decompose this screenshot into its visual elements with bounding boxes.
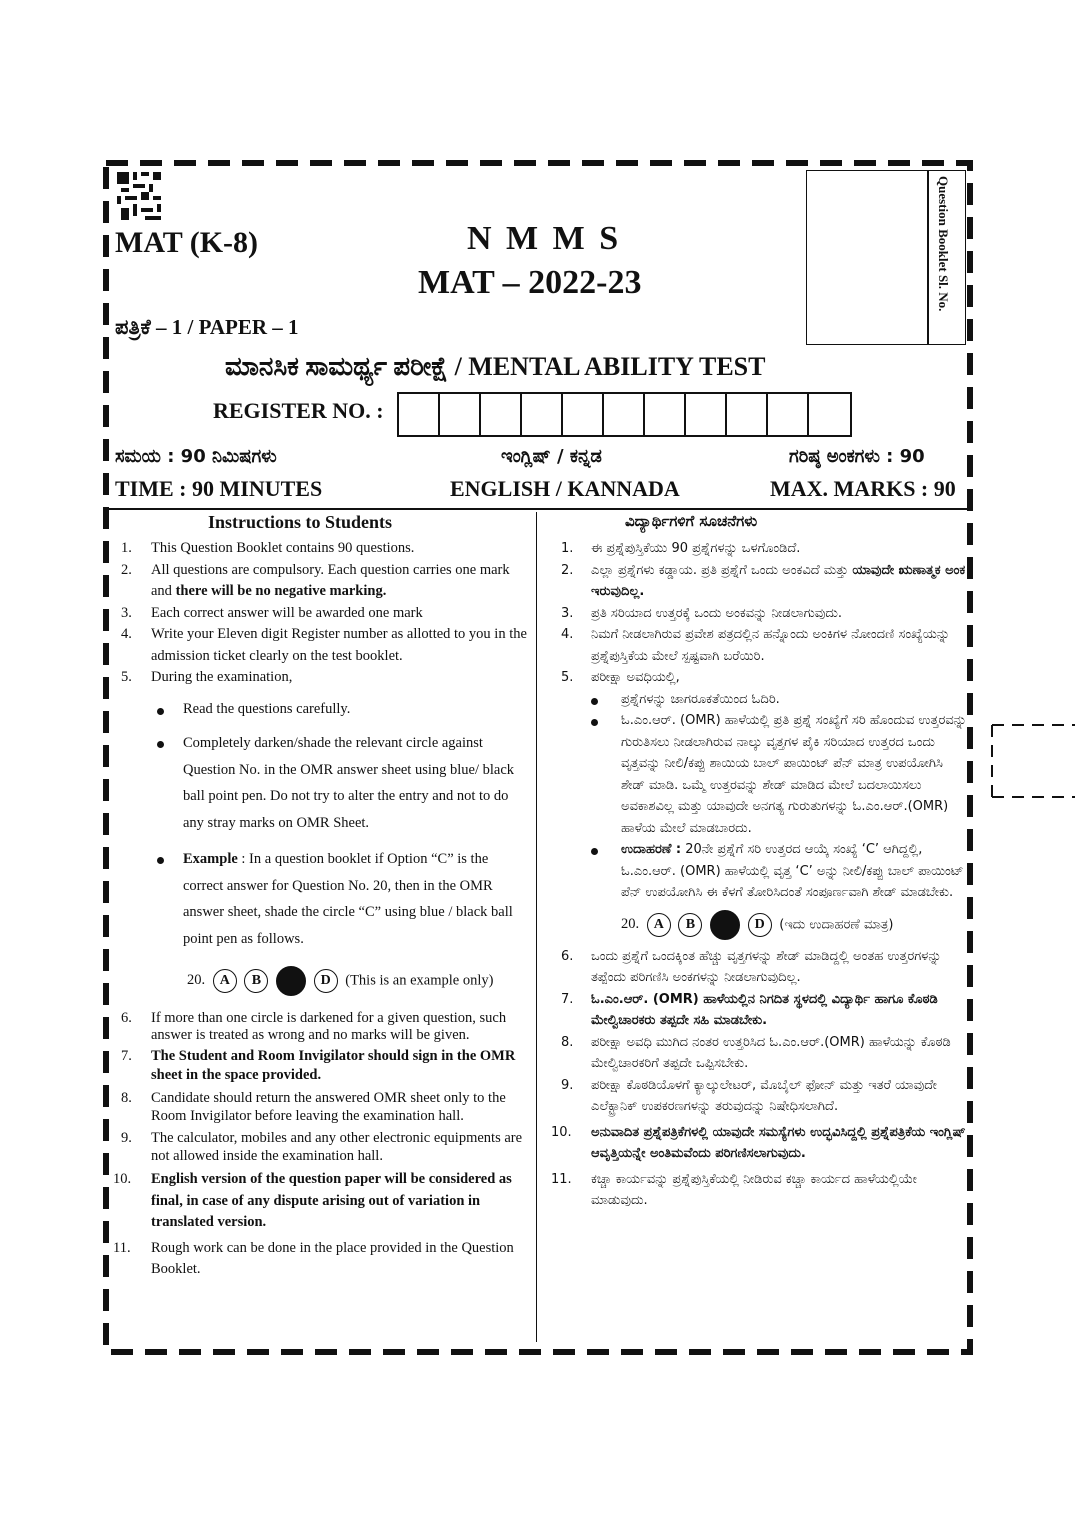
option-circle-filled <box>276 966 306 996</box>
list-item: 3. ಪ್ರತಿ ಸರಿಯಾದ ಉತ್ತರಕ್ಕೆ ಒಂದು ಅಂಕವನ್ನು ನೀಡಲಾಗುವುದು. <box>561 605 843 621</box>
test-name: ಮಾನಸಿಕ ಸಾಮರ್ಥ್ಯ ಪರೀಕ್ಷೆ / MENTAL ABILITY TEST <box>225 352 766 381</box>
column-divider <box>536 512 537 1342</box>
list-item: 10. ಅನುವಾದಿತ ಪ್ರಶ್ನೆಪತ್ರಿಕೆಗಳಲ್ಲಿ ಯಾವುದೇ ಸಮಸ್ಯೆಗಳು ಉದ್ಭವಿಸಿದ್ದಲ್ಲಿ ಪ್ರಶ್ನೆಪತ್ರಿಕೆಯ ಇಂಗ್ಲಿಷ್ ಆವೃತ್ತಿಯನ್ನೇ ಅಂತಿಮವೆಂದು ಪರಿಗಣಿಸಲಾಗುವುದು. <box>551 1124 966 1161</box>
exam-subtitle: MAT – 2022-23 <box>418 264 642 301</box>
list-item: 5. ಪರೀಕ್ಷಾ ಅವಧಿಯಲ್ಲಿ, <box>561 670 680 685</box>
time-en: TIME : 90 MINUTES <box>115 476 323 501</box>
option-circle: A <box>647 913 671 937</box>
list-item: 1. ಈ ಪ್ರಶ್ನೆಪುಸ್ತಿಕೆಯು 90 ಪ್ರಶ್ನೆಗಳನ್ನು ಒಳಗೊಂಡಿದೆ. <box>561 541 801 556</box>
qr-code-icon <box>117 172 161 220</box>
bullet-item: ಓ.ಎಂ.ಆರ್. (OMR) ಹಾಳೆಯಲ್ಲಿ ಪ್ರತಿ ಪ್ರಶ್ನೆ ಸಂಖ್ಯೆಗೆ ಸರಿ ಹೊಂದುವ ಉತ್ತರವನ್ನು ಗುರುತಿಸಲು ನೀಡಲಾಗಿರುವ ನಾಲ್ಕು ವೃತ್ತಗಳ ಪೈಕಿ ಸರಿಯಾದ ಉತ್ತರದ ಒಂದು ವೃತ್ತವನ್ನು ನೀಲಿ/ಕಪ್ಪು ಶಾಯಿಯ ಬಾಲ್ ಪಾಯಿಂಟ್ ಪೆನ್ ಮಾತ್ರ ಉಪಯೋಗಿಸಿ ಶೇಡ್ ಮಾಡಿ. ಒಮ್ಮೆ ಉತ್ತರವನ್ನು ಶೇಡ್ ಮಾಡಿದ ಮೇಲೆ ಬದಲಾಯಿಸಲು ಅವಕಾಶವಿಲ್ಲ ಮತ್ತು ಯಾವುದೇ ಅನಗತ್ಯ ಗುರುತುಗಳನ್ನು ಓ.ಎಂ.ಆರ್.(OMR) ಹಾಳೆಯ ಮೇಲೆ ಮಾಡಬಾರದು. <box>543 710 967 839</box>
list-item: 8. ಪರೀಕ್ಷಾ ಅವಧಿ ಮುಗಿದ ನಂತರ ಉತ್ತರಿಸಿದ ಓ.ಎಂ.ಆರ್.(OMR) ಹಾಳೆಯನ್ನು ಕೊಠಡಿ ಮೇಲ್ವಿಚಾರಕರಿಗೆ ತಪ್ಪದೇ ಒಪ್ಪಿಸಬೇಕು. <box>561 1034 951 1071</box>
list-item: 2. ಎಲ್ಲಾ ಪ್ರಶ್ನೆಗಳು ಕಡ್ಡಾಯ. ಪ್ರತಿ ಪ್ರಶ್ನೆಗೆ ಒಂದು ಅಂಕವಿದೆ ಮತ್ತು ಯಾವುದೇ ಋಣಾತ್ಮಕ ಅಂಕ ಇರುವುದಿಲ್ಲ. <box>561 562 966 599</box>
register-label: REGISTER NO. : <box>213 398 384 423</box>
option-circle: B <box>678 913 702 937</box>
booklet-cover <box>103 160 973 1355</box>
list-item: 11. ಕಚ್ಚಾ ಕಾರ್ಯವನ್ನು ಪ್ರಶ್ನೆಪುಸ್ತಿಕೆಯಲ್ಲಿ ನೀಡಿರುವ ಕಚ್ಚಾ ಕಾರ್ಯದ ಹಾಳೆಯಲ್ಲಿಯೇ ಮಾಡುವುದು. <box>551 1171 917 1208</box>
instructions-list-kn <box>543 538 967 1212</box>
list-item: 2. All questions are compulsory. Each question carries one mark and there will be no negative marking. <box>121 561 510 599</box>
exam-title: N M M S <box>467 220 622 257</box>
list-item: 9. ಪರೀಕ್ಷಾ ಕೊಠಡಿಯೊಳಗೆ ಕ್ಯಾಲ್ಕುಲೇಟರ್, ಮೊಬೈಲ್ ಫೋನ್ ಮತ್ತು ಇತರೆ ಯಾವುದೇ ಎಲೆಕ್ಟ್ರಾನಿಕ್ ಉಪಕರಣಗಳನ್ನು ತರುವುದನ್ನು ನಿಷೇಧಿಸಲಾಗಿದೆ. <box>561 1077 937 1114</box>
omr-example-en: 20. A B D (This is an example only) <box>103 966 531 996</box>
instructions-heading-kn: ವಿದ್ಯಾರ್ಥಿಗಳಿಗೆ ಸೂಚನೆಗಳು <box>625 512 758 530</box>
option-circle: D <box>748 913 772 937</box>
bullet-item: Completely darken/shade the relevant circle against Question No. in the OMR answer sheet using blue/ black ball point pen. Do not try to alter the entry and not to do any stray marks on OMR Sheet. <box>103 730 531 836</box>
list-item: 5. During the examination, <box>121 669 293 685</box>
booklet-serial-label: Question Booklet Sl. No. <box>936 176 951 312</box>
instructions-heading-en: Instructions to Students <box>208 512 393 532</box>
list-item: 11. Rough work can be done in the place provided in the Question Booklet. <box>113 1239 514 1277</box>
list-item: 3. Each correct answer will be awarded one mark <box>121 604 423 621</box>
medium-en: ENGLISH / KANNADA <box>450 476 680 501</box>
list-item: 6. ಒಂದು ಪ್ರಶ್ನೆಗೆ ಒಂದಕ್ಕಿಂತ ಹೆಚ್ಚು ವೃತ್ತಗಳನ್ನು ಶೇಡ್ ಮಾಡಿದ್ದಲ್ಲಿ ಅಂತಹ ಉತ್ತರಗಳನ್ನು ತಪ್ಪೆಂದು ಪರಿಗಣಿಸಿ ಅಂಕಗಳನ್ನು ನೀಡಲಾಗುವುದಿಲ್ಲ. <box>561 948 942 985</box>
header-divider <box>103 508 969 510</box>
bullet-item: Read the questions carefully. <box>103 699 531 721</box>
medium-kn: ಇಂಗ್ಲಿಷ್ / ಕನ್ನಡ <box>501 446 602 467</box>
option-circle: A <box>213 969 237 993</box>
list-item: 7. The Student and Room Invigilator should sign in the OMR sheet in the space provided. <box>121 1048 516 1083</box>
list-item: 7. ಓ.ಎಂ.ಆರ್. (OMR) ಹಾಳೆಯಲ್ಲಿನ ನಿಗದಿತ ಸ್ಥಳದಲ್ಲಿ ವಿದ್ಯಾರ್ಥಿ ಹಾಗೂ ಕೊಠಡಿ ಮೇಲ್ವಿಚಾರಕರು ತಪ್ಪದೇ ಸಹಿ ಮಾಡಬೇಕು. <box>561 991 938 1028</box>
list-item: 9. The calculator, mobiles and any other electronic equipments are not allowed inside the examination hall. <box>121 1130 523 1164</box>
bullet-item: ಉದಾಹರಣೆ : 20ನೇ ಪ್ರಶ್ನೆಗೆ ಸರಿ ಉತ್ತರದ ಆಯ್ಕೆ ಸಂಖ್ಯೆ ‘C’ ಆಗಿದ್ದಲ್ಲಿ, ಓ.ಎಂ.ಆರ್. (OMR) ಹಾಳೆಯಲ್ಲಿ ವೃತ್ತ ‘C’ ಅನ್ನು ನೀಲಿ/ಕಪ್ಪು ಬಾಲ್ ಪಾಯಿಂಟ್ ಪೆನ್ ಉಪಯೋಗಿಸಿ ಈ ಕೆಳಗೆ ತೋರಿಸಿದಂತೆ ಸಂಪೂರ್ಣವಾಗಿ ಶೇಡ್ ಮಾಡಬೇಕು. <box>543 839 967 904</box>
list-item: 10. English version of the question paper will be considered as final, in case of any dispute arising out of variation in translated version. <box>113 1171 512 1230</box>
option-circle: B <box>244 969 268 993</box>
option-circle-filled <box>710 910 740 940</box>
list-item: 6. If more than one circle is darkened for a given question, such answer is treated as wrong and no marks will be given. <box>121 1010 507 1043</box>
list-item: 4. ನಿಮಗೆ ನೀಡಲಾಗಿರುವ ಪ್ರವೇಶ ಪತ್ರದಲ್ಲಿನ ಹನ್ನೊಂದು ಅಂಕಿಗಳ ನೋಂದಣಿ ಸಂಖ್ಯೆಯನ್ನು ಪ್ರಶ್ನೆಪುಸ್ತಿಕೆಯ ಮೇಲೆ ಸ್ಪಷ್ಟವಾಗಿ ಬರೆಯಿರಿ. <box>561 627 950 664</box>
list-item: 4. Write your Eleven digit Register number as allotted to you in the admission ticket clearly on the test booklet. <box>121 626 527 664</box>
paper-code: MAT (K-8) <box>115 226 259 259</box>
list-item: 1. This Question Booklet contains 90 questions. <box>121 540 415 556</box>
marks-en: MAX. MARKS : 90 <box>770 476 956 501</box>
list-item: 8. Candidate should return the answered OMR sheet only to the Room Invigilator before leaving the examination hall. <box>121 1090 506 1124</box>
bullet-item: ಪ್ರಶ್ನೆಗಳನ್ನು ಜಾಗರೂಕತೆಯಿಂದ ಓದಿರಿ. <box>543 689 967 711</box>
cut-here-dashed-mark <box>990 722 1075 800</box>
option-circle: D <box>314 969 338 993</box>
paper-number: ಪತ್ರಿಕೆ – 1 / PAPER – 1 <box>115 315 299 339</box>
instructions-list-en <box>103 538 531 1281</box>
omr-example-kn: 20. A B D (ಇದು ಉದಾಹರಣೆ ಮಾತ್ರ) <box>543 910 967 940</box>
bullet-item: Example : In a question booklet if Option “C” is the correct answer for Question No. 20, then in the OMR answer sheet, shade the circle “C” using blue / black ball point pen as follows. <box>103 846 531 952</box>
time-kn: ಸಮಯ : 90 ನಿಮಿಷಗಳು <box>115 446 277 467</box>
register-number-boxes[interactable] <box>397 392 852 437</box>
marks-kn: ಗರಿಷ್ಠ ಅಂಕಗಳು : 90 <box>789 446 925 467</box>
